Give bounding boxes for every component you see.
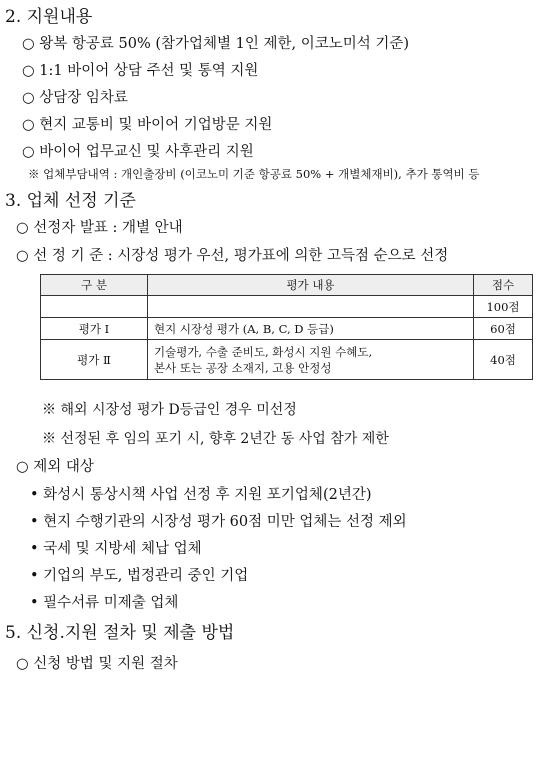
application-procedure: ○ 신청 방법 및 지원 절차	[16, 656, 178, 672]
total-content-cell	[148, 296, 474, 318]
row-content-line: 본사 또는 공장 소재지, 고용 안정성	[154, 360, 332, 375]
section-3-heading: 3. 업체 선정 기준	[5, 191, 136, 211]
support-item-buyer-meeting: ○ 1:1 바이어 상담 주선 및 통역 지원	[22, 63, 259, 79]
header-content: 평가 내용	[148, 275, 474, 296]
header-score: 점수	[474, 275, 533, 296]
row-score: 40점	[474, 340, 533, 380]
company-burden-note: ※ 업체부담내역 : 개인출장비 (이코노미 기준 항공료 50% + 개별체재비), 추가 통역비 등	[28, 167, 480, 181]
header-category: 구 분	[41, 275, 148, 296]
total-category-cell	[41, 296, 148, 318]
table-row	[41, 318, 533, 340]
table-row	[41, 340, 533, 380]
support-item-venue-rent: ○ 상담장 임차료	[22, 90, 128, 106]
eval-note-d-grade: ※ 해외 시장성 평가 D등급인 경우 미선정	[42, 402, 297, 418]
evaluation-table	[40, 274, 533, 380]
table-total-row	[41, 296, 533, 318]
row-score: 60점	[474, 318, 533, 340]
exclusion-item: • 필수서류 미제출 업체	[30, 595, 179, 611]
exclusion-item: • 기업의 부도, 법정관리 중인 기업	[30, 568, 249, 584]
support-item-airfare: ○ 왕복 항공료 50% (참가업체별 1인 제한, 이코노미석 기준)	[22, 36, 410, 52]
exclusion-heading: ○ 제외 대상	[16, 459, 94, 475]
exclusion-item: • 화성시 통상시책 사업 선정 후 지원 포기업체(2년간)	[30, 487, 372, 503]
section-5-heading: 5. 신청.지원 절차 및 제출 방법	[5, 623, 235, 643]
support-item-followup: ○ 바이어 업무교신 및 사후관리 지원	[22, 144, 254, 160]
eval-note-withdrawal: ※ 선정된 후 임의 포기 시, 향후 2년간 동 사업 참가 제한	[42, 431, 389, 447]
selection-announcement: ○ 선정자 발표 : 개별 안내	[16, 220, 183, 236]
row-category: 평가 Ⅰ	[41, 318, 148, 340]
total-score: 100점	[474, 296, 533, 318]
table-header-row	[41, 275, 533, 296]
row-content: 현지 시장성 평가 (A, B, C, D 등급)	[148, 318, 474, 340]
row-content	[148, 340, 474, 380]
row-category: 평가 Ⅱ	[41, 340, 148, 380]
row-content-line: 기술평가, 수출 준비도, 화성시 지원 수혜도,	[154, 344, 373, 359]
support-item-transport: ○ 현지 교통비 및 바이어 기업방문 지원	[22, 117, 273, 133]
section-2-heading: 2. 지원내용	[5, 7, 93, 27]
exclusion-item: • 국세 및 지방세 체납 업체	[30, 541, 202, 557]
exclusion-item: • 현지 수행기관의 시장성 평가 60점 미만 업체는 선정 제외	[30, 514, 407, 530]
selection-criteria: ○ 선 정 기 준 : 시장성 평가 우선, 평가표에 의한 고득점 순으로 선정	[16, 248, 449, 264]
